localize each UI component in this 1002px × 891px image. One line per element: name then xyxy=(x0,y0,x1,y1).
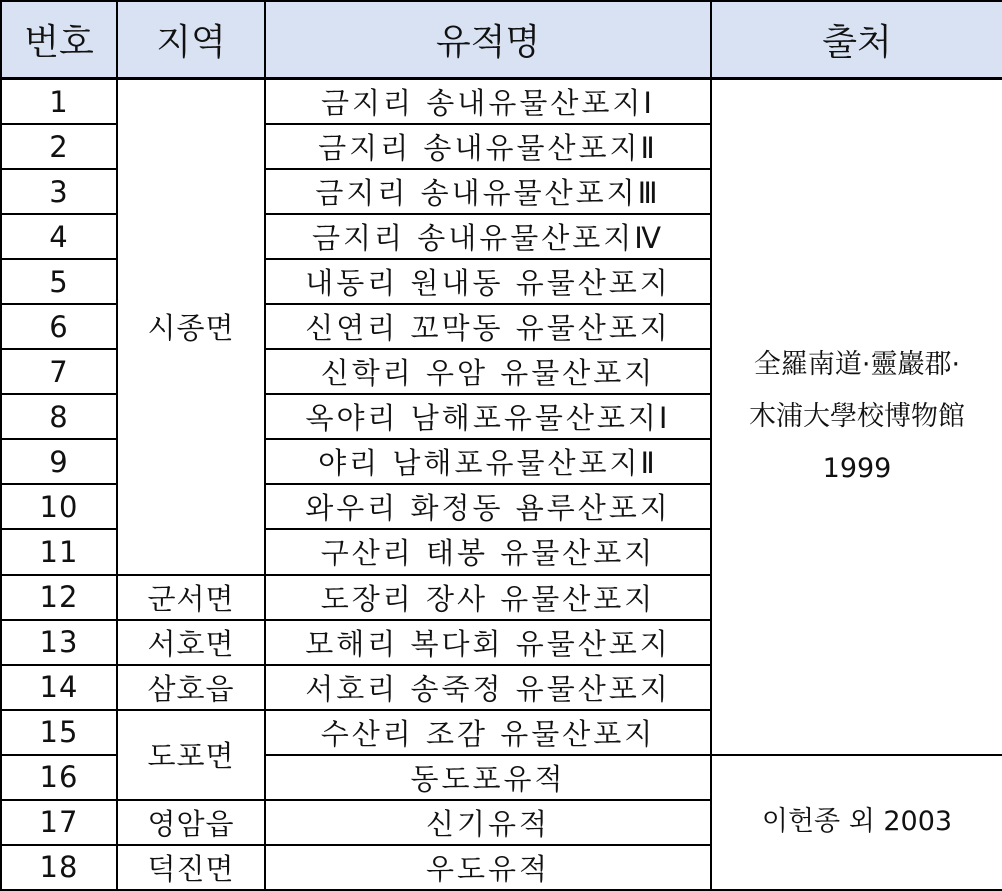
region-cell: 영암읍 xyxy=(117,800,265,845)
source-line: 1999 xyxy=(822,452,892,484)
site-name: 수산리 조감 유물산포지 xyxy=(265,710,711,755)
row-number: 3 xyxy=(1,169,117,214)
site-name: 우도유적 xyxy=(265,845,711,890)
site-name: 금지리 송내유물산포지Ⅳ xyxy=(265,214,711,259)
site-name: 구산리 태봉 유물산포지 xyxy=(265,529,711,574)
site-name: 금지리 송내유물산포지Ⅱ xyxy=(265,124,711,169)
site-name: 야리 남해포유물산포지Ⅱ xyxy=(265,439,711,484)
source-line: 全羅南道·靈巖郡· xyxy=(753,348,961,380)
region-cell: 군서면 xyxy=(117,575,265,620)
row-number: 17 xyxy=(1,800,117,845)
row-number: 10 xyxy=(1,484,117,529)
site-name: 금지리 송내유물산포지Ⅲ xyxy=(265,169,711,214)
site-name: 신학리 우암 유물산포지 xyxy=(265,349,711,394)
header-site-name: 유적명 xyxy=(265,1,711,79)
region-cell: 서호면 xyxy=(117,620,265,665)
row-number: 6 xyxy=(1,304,117,349)
row-number: 15 xyxy=(1,710,117,755)
row-number: 18 xyxy=(1,845,117,890)
row-number: 16 xyxy=(1,755,117,800)
site-name: 와우리 화정동 욤루산포지 xyxy=(265,484,711,529)
row-number: 12 xyxy=(1,575,117,620)
site-name: 신기유적 xyxy=(265,800,711,845)
row-number: 2 xyxy=(1,124,117,169)
source-line: 木浦大學校博物館 xyxy=(749,400,965,432)
row-number: 7 xyxy=(1,349,117,394)
source-cell xyxy=(711,79,1002,755)
site-name: 동도포유적 xyxy=(265,755,711,800)
site-name: 신연리 꼬막동 유물산포지 xyxy=(265,304,711,349)
row-number: 1 xyxy=(1,79,117,125)
region-cell: 도포면 xyxy=(117,710,265,800)
table-row xyxy=(1,79,1002,125)
header-region: 지역 xyxy=(117,1,265,79)
site-name: 도장리 장사 유물산포지 xyxy=(265,575,711,620)
region-cell: 덕진면 xyxy=(117,845,265,890)
row-number: 11 xyxy=(1,529,117,574)
row-number: 8 xyxy=(1,394,117,439)
row-number: 9 xyxy=(1,439,117,484)
row-number: 5 xyxy=(1,259,117,304)
region-cell: 시종면 xyxy=(117,79,265,575)
site-name: 옥야리 남해포유물산포지Ⅰ xyxy=(265,394,711,439)
row-number: 14 xyxy=(1,665,117,710)
header-source: 출처 xyxy=(711,1,1002,79)
row-number: 13 xyxy=(1,620,117,665)
site-name: 금지리 송내유물산포지Ⅰ xyxy=(265,79,711,125)
source-cell: 이헌종 외 2003 xyxy=(711,755,1002,890)
site-name: 내동리 원내동 유물산포지 xyxy=(265,259,711,304)
site-name: 서호리 송죽정 유물산포지 xyxy=(265,665,711,710)
header-row xyxy=(1,1,1002,79)
table-body xyxy=(1,79,1002,891)
row-number: 4 xyxy=(1,214,117,259)
table-header xyxy=(1,1,1002,79)
header-number: 번호 xyxy=(1,1,117,79)
region-cell: 삼호읍 xyxy=(117,665,265,710)
site-name: 모해리 복다회 유물산포지 xyxy=(265,620,711,665)
